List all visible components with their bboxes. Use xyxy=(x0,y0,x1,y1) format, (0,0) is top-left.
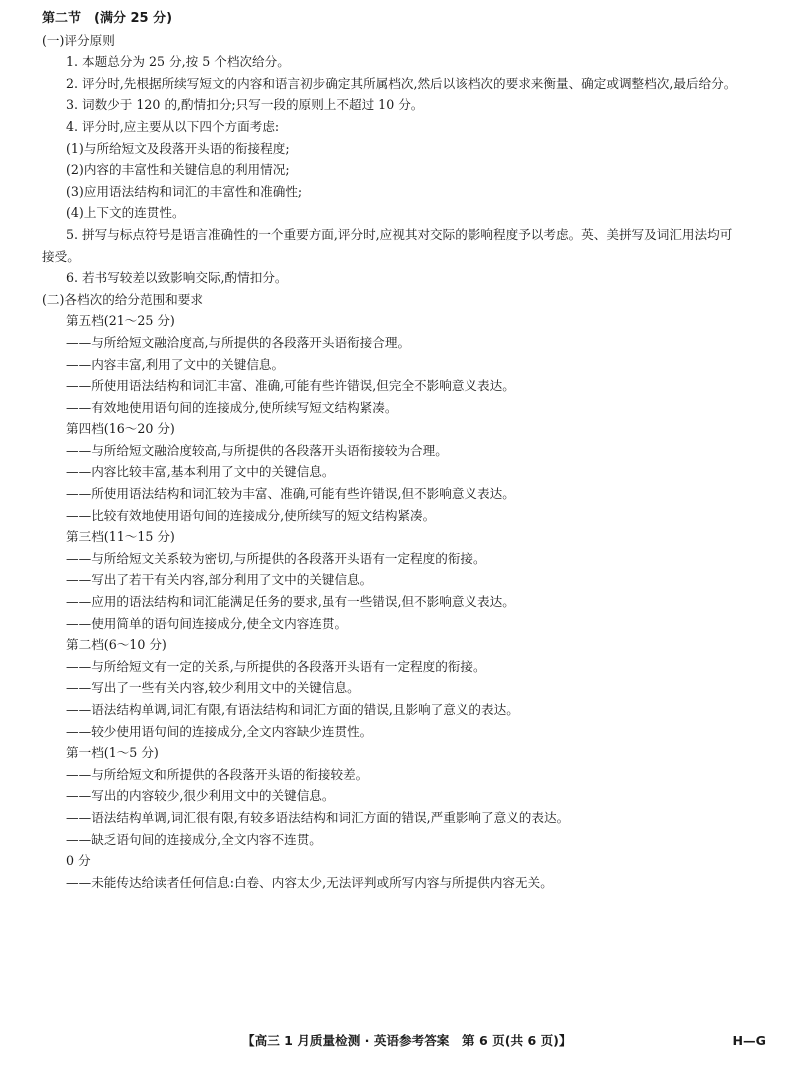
principle-subitem: (2)内容的丰富性和关键信息的利用情况; xyxy=(66,162,290,178)
grade-criterion: ——内容比较丰富,基本利用了文中的关键信息。 xyxy=(66,464,335,480)
principle-item-5-line1: 5. 拼写与标点符号是语言准确性的一个重要方面,评分时,应视其对交际的影响程度予以考虑。英、美拼写及词汇用法均可 xyxy=(66,226,733,242)
grade-criterion: ——应用的语法结构和词汇能满足任务的要求,虽有一些错误,但不影响意义表达。 xyxy=(66,594,515,610)
principle-subitem: (4)上下文的连贯性。 xyxy=(66,205,185,221)
footer-code: H—G xyxy=(732,1033,766,1048)
principle-item-6: 6. 若书写较差以致影响交际,酌情扣分。 xyxy=(66,270,288,286)
grade-title: 第二档(6～10 分) xyxy=(66,637,167,653)
part2-heading: (二)各档次的给分范围和要求 xyxy=(42,291,203,307)
footer-page-info: 【高三 1 月质量检测 · 英语参考答案 第 6 页(共 6 页)】 xyxy=(242,1033,572,1048)
grade-criterion: ——语法结构单调,词汇有限,有语法结构和词汇方面的错误,且影响了意义的表达。 xyxy=(66,702,519,717)
principle-subitem: (1)与所给短文及段落开头语的衔接程度; xyxy=(66,140,290,156)
principle-item: 2. 评分时,先根据所续写短文的内容和语言初步确定其所属档次,然后以该档次的要求来衡量、确定或调整档次,最后给分。 xyxy=(66,75,737,91)
grade-criterion: ——写出了一些有关内容,较少利用文中的关键信息。 xyxy=(66,680,360,696)
grade-criterion: ——较少使用语句间的连接成分,全文内容缺少连贯性。 xyxy=(66,723,373,739)
grade-criterion: ——与所给短文融洽度较高,与所提供的各段落开头语衔接较为合理。 xyxy=(66,442,448,458)
grade-criterion: ——与所给短文融洽度高,与所提供的各段落开头语衔接合理。 xyxy=(66,334,411,350)
page-footer xyxy=(0,1031,800,1053)
grade-title: 第一档(1～5 分) xyxy=(66,745,159,761)
principle-item: 1. 本题总分为 25 分,按 5 个档次给分。 xyxy=(66,54,290,70)
page-content xyxy=(42,8,782,893)
grade-criterion: ——内容丰富,利用了文中的关键信息。 xyxy=(66,356,285,372)
grade-criterion: ——与所给短文关系较为密切,与所提供的各段落开头语有一定程度的衔接。 xyxy=(66,550,486,566)
grade-criterion: ——使用简单的语句间连接成分,使全文内容连贯。 xyxy=(66,615,348,631)
grade-title: 0 分 xyxy=(66,853,91,869)
principle-item-5-line2: 接受。 xyxy=(42,248,80,264)
principle-item: 4. 评分时,应主要从以下四个方面考虑: xyxy=(66,118,280,134)
grade-criterion: ——比较有效地使用语句间的连接成分,使所续写的短文结构紧凑。 xyxy=(66,507,436,523)
principle-subitem: (3)应用语法结构和词汇的丰富性和准确性; xyxy=(66,183,303,199)
grade-criterion: ——语法结构单调,词汇很有限,有较多语法结构和词汇方面的错误,严重影响了意义的表达。 xyxy=(66,809,570,825)
grade-criterion: ——所使用语法结构和词汇较为丰富、准确,可能有些许错误,但不影响意义表达。 xyxy=(66,486,515,502)
part1-heading: (一)评分原则 xyxy=(42,32,115,48)
grade-title: 第三档(11～15 分) xyxy=(66,529,175,545)
grade-title: 第五档(21～25 分) xyxy=(66,313,175,329)
grade-criterion: ——有效地使用语句间的连接成分,使所续写短文结构紧凑。 xyxy=(66,399,398,415)
grade-criterion: ——缺乏语句间的连接成分,全文内容不连贯。 xyxy=(66,831,322,847)
grade-criterion: ——所使用语法结构和词汇丰富、准确,可能有些许错误,但完全不影响意义表达。 xyxy=(66,378,515,394)
grade-criterion: ——未能传达给读者任何信息:白卷、内容太少,无法评判或所写内容与所提供内容无关。 xyxy=(66,874,553,890)
grade-criterion: ——写出的内容较少,很少利用文中的关键信息。 xyxy=(66,788,335,804)
grade-title: 第四档(16～20 分) xyxy=(66,421,175,437)
principle-item: 3. 词数少于 120 的,酌情扣分;只写一段的原则上不超过 10 分。 xyxy=(66,97,424,113)
grade-criterion: ——写出了若干有关内容,部分利用了文中的关键信息。 xyxy=(66,572,373,588)
grade-criterion: ——与所给短文有一定的关系,与所提供的各段落开头语有一定程度的衔接。 xyxy=(66,658,486,674)
section-title: 第二节 (满分 25 分) xyxy=(42,11,173,26)
grade-criterion: ——与所给短文和所提供的各段落开头语的衔接较差。 xyxy=(66,766,369,782)
